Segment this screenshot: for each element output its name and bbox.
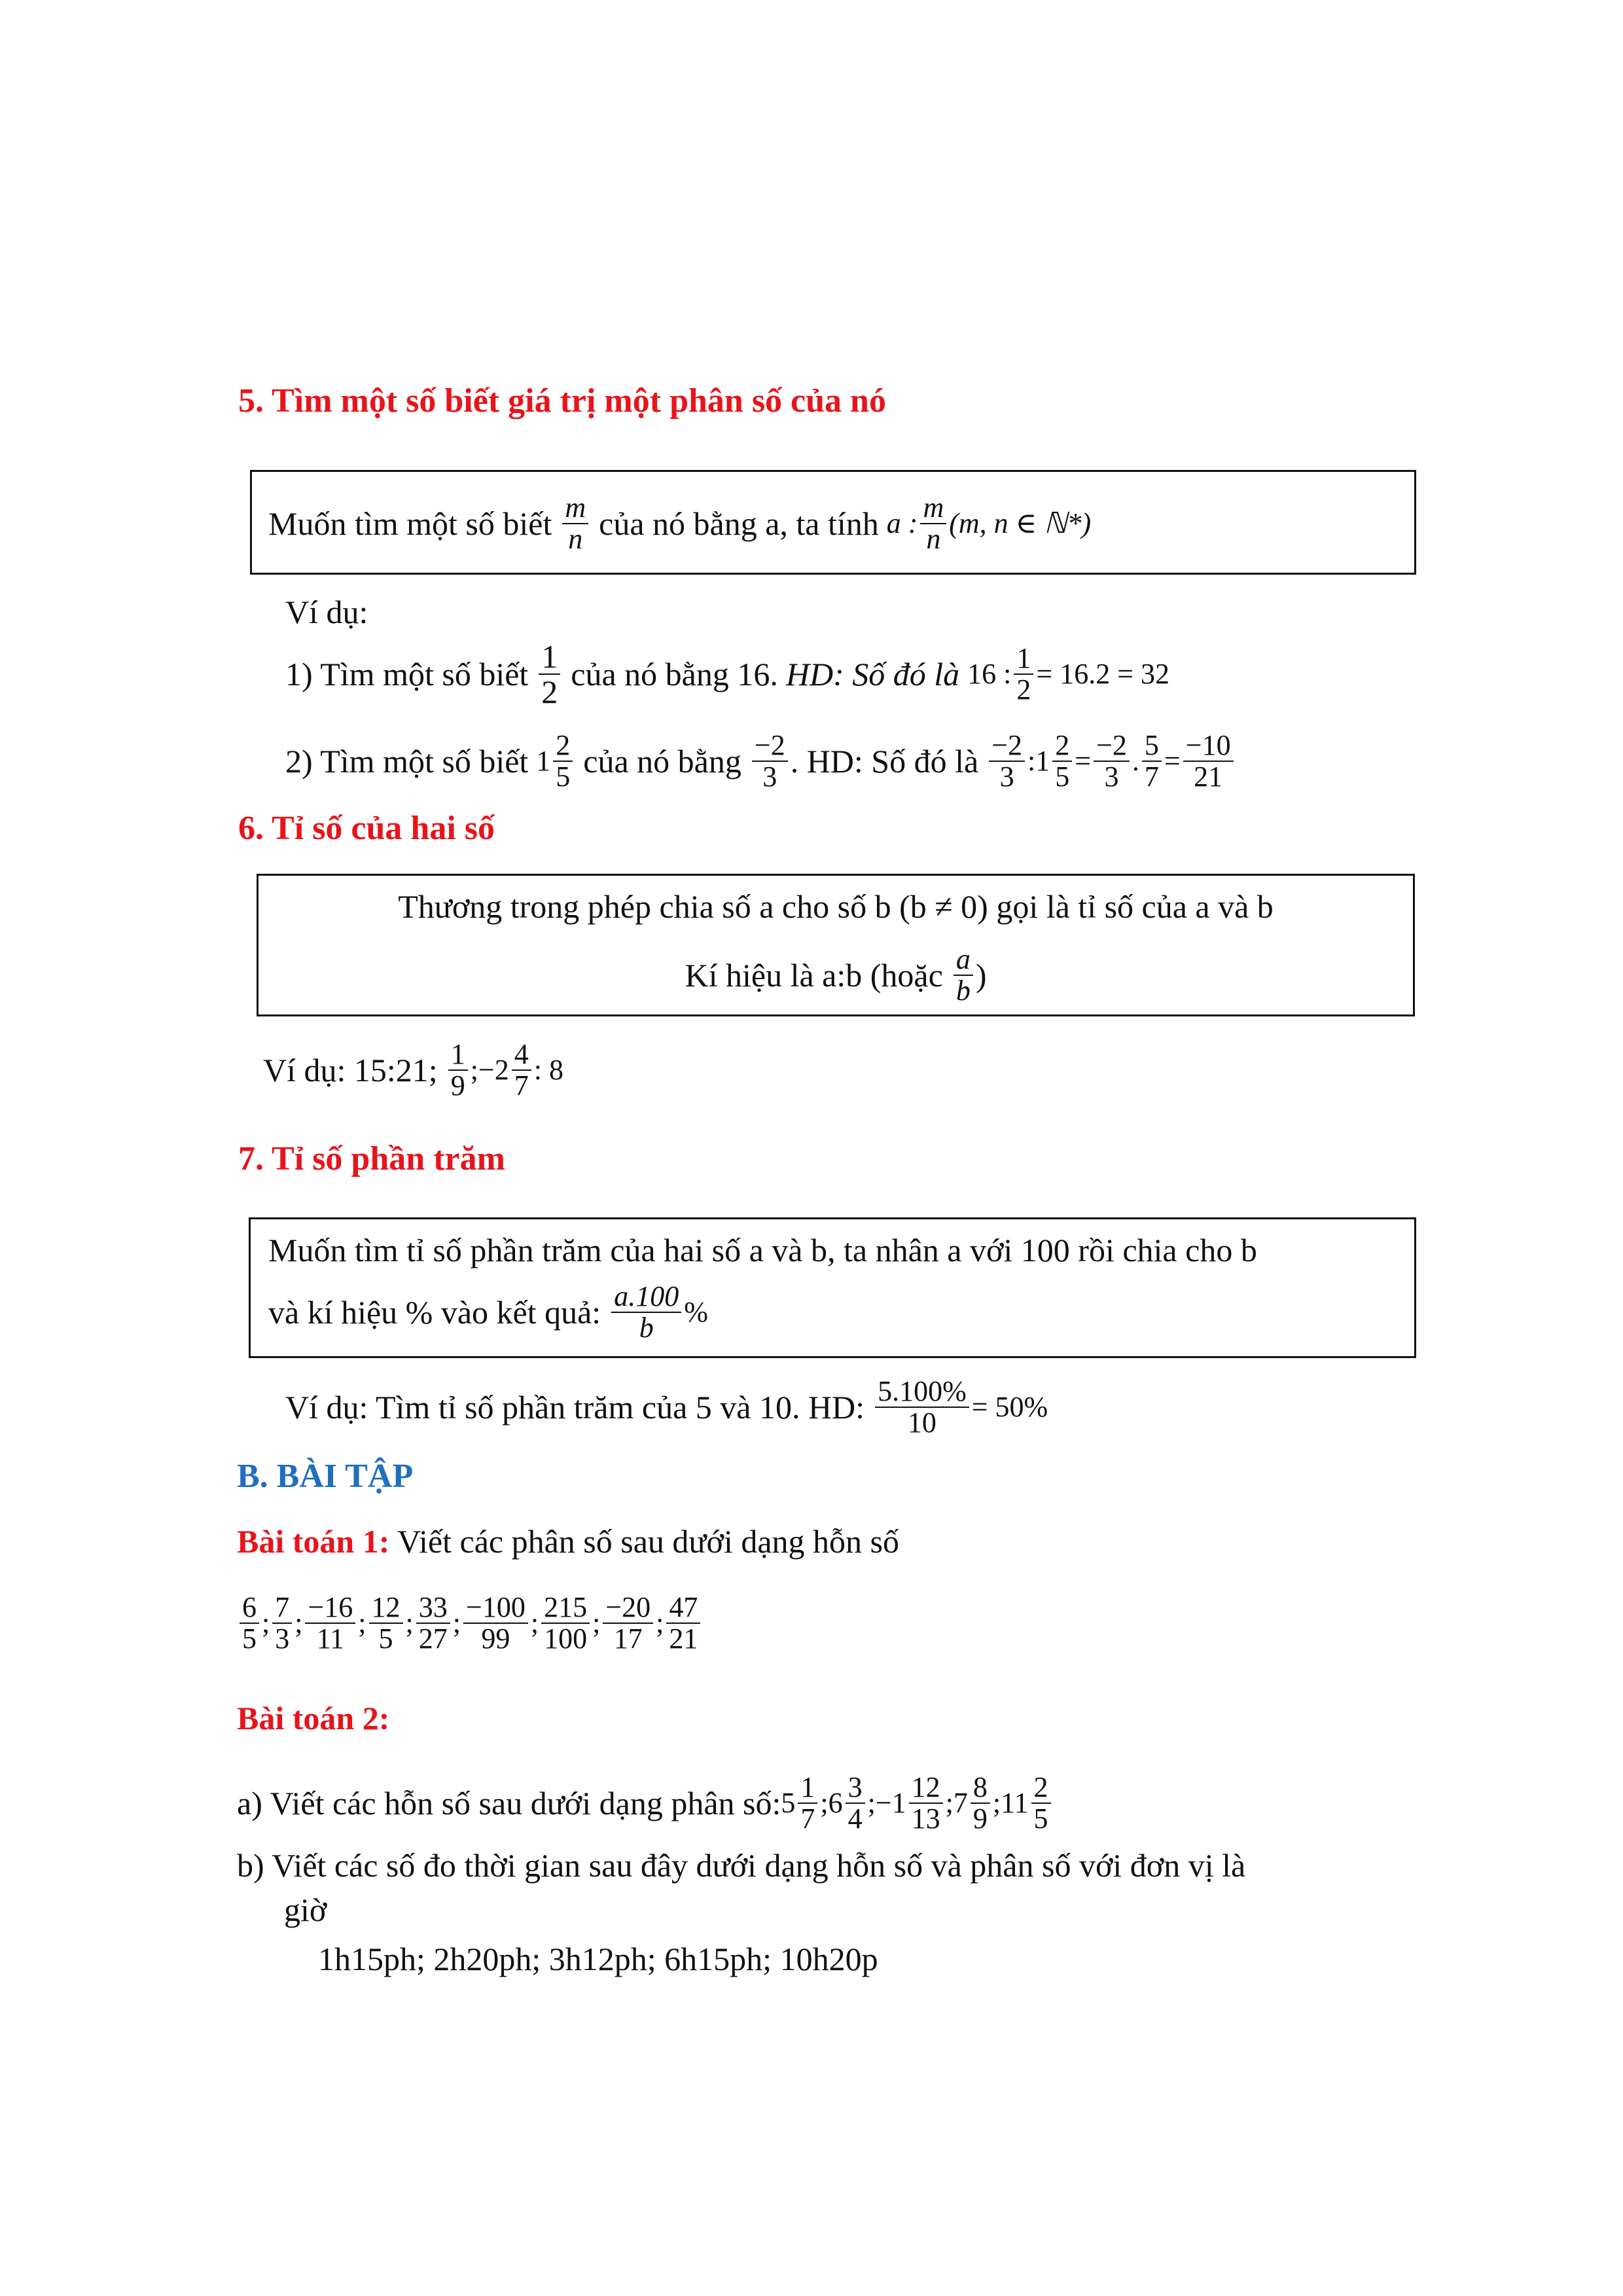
ex2-calc-f3: $\frac{-2}{3}$ <box>1094 730 1130 792</box>
rule-text-2: của nó bằng a, ta tính <box>599 505 879 542</box>
mixed-fraction: $\frac{2}{5}$ <box>1031 1772 1051 1834</box>
fraction-item: $\frac{33}{27}$ <box>416 1592 450 1654</box>
ex-f1: $\frac{1}{9}$ <box>448 1039 468 1101</box>
separator: ; <box>867 1786 876 1819</box>
separator: ; <box>405 1606 414 1639</box>
fraction-item: $\frac{47}{21}$ <box>666 1592 700 1654</box>
fraction-item: $\frac{-20}{17}$ <box>603 1592 653 1654</box>
sectionB-heading: B. BÀI TẬP <box>237 1458 414 1495</box>
section6-rule-line2: Kí hiệu là a:b (hoặc $\frac{a}{b}$ ) <box>685 942 987 1007</box>
section7-heading: 7. Tỉ số phần trăm <box>238 1140 505 1177</box>
fraction-item: $\frac{12}{5}$ <box>369 1592 403 1654</box>
mixed-whole: 6 <box>828 1786 843 1819</box>
mixed-fraction: $\frac{12}{13}$ <box>909 1772 943 1834</box>
separator: ; <box>992 1786 1001 1819</box>
fraction-item: $\frac{6}{5}$ <box>240 1592 259 1654</box>
section7-example: Ví dụ: Tìm tỉ số phần trăm của 5 và 10. HD: $\frac{5.100\%}{10}$ = 50% <box>285 1374 1048 1439</box>
ex-f2: $\frac{4}{7}$ <box>512 1039 531 1101</box>
section5-example-1: 1) Tìm một số biết $\frac{1}{2}$ của nó bằng 16. HD: Số đó là 16 : $\frac{1}{2}$ = 16.2 = 32 <box>285 637 1170 710</box>
problem1-statement: Bài toán 1: Viết các phân số sau dưới dạng hỗn số <box>237 1523 899 1560</box>
mixed-fraction: $\frac{8}{9}$ <box>971 1772 990 1834</box>
separator: ; <box>262 1606 270 1639</box>
rule-fraction-2: $\frac{m}{n}$ <box>920 493 946 554</box>
mixed-fraction: $\frac{3}{4}$ <box>846 1772 865 1834</box>
fraction-item: $\frac{-100}{99}$ <box>463 1592 528 1654</box>
section5-rule <box>268 488 1091 560</box>
mixed-whole: 7 <box>953 1786 968 1819</box>
problem2b-values: 1h15ph; 2h20ph; 3h12ph; 6h15ph; 10h20p <box>318 1941 878 1977</box>
section7-rule-line1: Muốn tìm tỉ số phần trăm của hai số a và b, ta nhân a với 100 rồi chia cho b <box>268 1232 1257 1268</box>
ex2-calc-f4: $\frac{5}{7}$ <box>1142 730 1162 792</box>
section5-example-2: 2) Tìm một số biết 1 $\frac{2}{5}$ của nó bằng $\frac{-2}{3}$ . HD: Số đó là $\frac{-2}{3}$ :1 $\frac{2}{5}$ = $\frac{-2}{3}$ . $\frac{5}{7}$ = $\frac{-10}{21}$ <box>285 722 1236 800</box>
ex2-mixed: $\frac{2}{5}$ <box>553 730 573 792</box>
section6-heading: 6. Tỉ số của hai số <box>238 810 495 847</box>
percent-fraction: $\frac{a.100}{b}$ <box>611 1282 681 1343</box>
separator: ; <box>294 1606 303 1639</box>
separator: ; <box>452 1606 461 1639</box>
ex1-fraction: $\frac{1}{2}$ <box>539 639 560 709</box>
rule-a: a : <box>886 507 918 539</box>
separator: ; <box>945 1786 954 1819</box>
problem2a: a) Viết các hỗn số sau dưới dạng phân số: 5 $\frac{1}{7}$ ; 6 $\frac{3}{4}$ ; −1 $\frac{12}{13}$ ; 7 $\frac{8}{9}$ ; 11 $\frac{2}{5}$ <box>237 1764 1054 1842</box>
ex2-value: $\frac{-2}{3}$ <box>752 730 788 792</box>
fraction-item: $\frac{-16}{11}$ <box>305 1592 355 1654</box>
mixed-whole: 5 <box>781 1786 796 1819</box>
fraction-item: $\frac{7}{3}$ <box>272 1592 292 1654</box>
problem2b-line1: b) Viết các số đo thời gian sau đây dưới dạng hỗn số và phân số với đơn vị là <box>237 1847 1246 1884</box>
rule-fraction: $\frac{m}{n}$ <box>562 493 588 554</box>
ex2-calc-f5: $\frac{-10}{21}$ <box>1183 730 1234 792</box>
ex-percent-fraction: $\frac{5.100\%}{10}$ <box>875 1376 969 1438</box>
separator: ; <box>592 1606 601 1639</box>
separator: ; <box>530 1606 539 1639</box>
separator: ; <box>656 1606 664 1639</box>
mixed-whole: 11 <box>1001 1786 1029 1819</box>
ratio-fraction: $\frac{a}{b}$ <box>954 944 973 1006</box>
separator: ; <box>820 1786 829 1819</box>
ex2-calc-f1: $\frac{-2}{3}$ <box>989 730 1025 792</box>
problem1-fractions <box>237 1584 703 1662</box>
fraction-item: $\frac{215}{100}$ <box>541 1592 590 1654</box>
section5-example-label: Ví dụ: <box>285 594 368 630</box>
problem2-label: Bài toán 2: <box>237 1700 390 1736</box>
section6-rule-line1: Thương trong phép chia số a cho số b (b ≠ 0) gọi là tỉ số của a và b <box>398 888 1274 925</box>
section6-example: Ví dụ: 15:21; $\frac{1}{9}$ ;−2 $\frac{4}{7}$ : 8 <box>263 1037 563 1102</box>
rule-text-1: Muốn tìm một số biết <box>268 505 552 542</box>
mixed-fraction: $\frac{1}{7}$ <box>798 1772 817 1834</box>
problem2b-line2: giờ <box>284 1892 327 1928</box>
section7-rule-line2: và kí hiệu % vào kết quả: $\frac{a.100}{b}$ % <box>268 1280 708 1344</box>
rule-condition: (m, n ∈ ℕ*) <box>949 507 1092 539</box>
mixed-whole: −1 <box>875 1786 906 1819</box>
ex2-calc-f2: $\frac{2}{5}$ <box>1052 730 1072 792</box>
section5-heading: 5. Tìm một số biết giá trị một phân số của nó <box>238 382 886 420</box>
separator: ; <box>358 1606 366 1639</box>
ex1-calc-fraction: $\frac{1}{2}$ <box>1014 643 1033 705</box>
